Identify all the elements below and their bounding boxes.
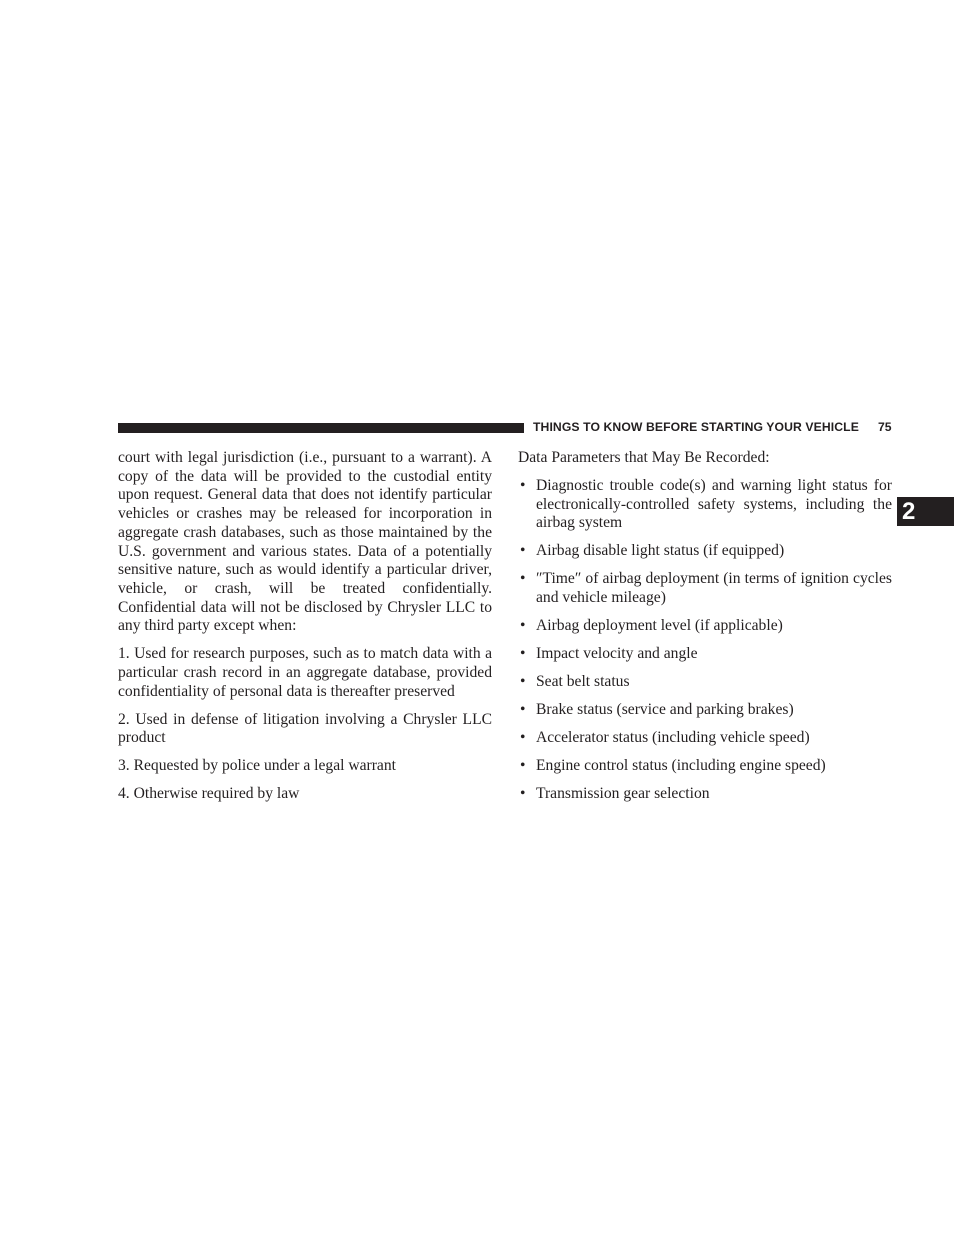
- bullet-icon: •: [520, 570, 526, 588]
- left-column: [118, 449, 492, 813]
- bullet-text: Engine control status (including engine speed): [536, 757, 826, 775]
- bullet-item: [518, 729, 892, 748]
- bullet-icon: •: [520, 542, 526, 560]
- bullet-item: [518, 645, 892, 664]
- bullet-text: Airbag disable light status (if equipped): [536, 542, 785, 560]
- bullet-icon: •: [520, 701, 526, 719]
- bullet-text: Impact velocity and angle: [536, 645, 698, 663]
- list-item-2: 2. Used in defense of litigation involving a Chrysler LLC product: [118, 710, 492, 747]
- bullet-text: Diagnostic trouble code(s) and warning light status for electronically-controlled safety systems, including the airbag system: [536, 477, 892, 532]
- data-parameters-heading: Data Parameters that May Be Recorded:: [518, 449, 770, 466]
- bullet-text: ″Time″ of airbag deployment (in terms of ignition cycles and vehicle mileage): [536, 570, 892, 607]
- bullet-icon: •: [520, 729, 526, 747]
- header-rule-bar: [118, 423, 524, 433]
- bullet-icon: •: [520, 477, 526, 494]
- right-column: [518, 449, 892, 813]
- bullet-text: Accelerator status (including vehicle speed): [536, 729, 810, 747]
- bullet-text: Airbag deployment level (if applicable): [536, 617, 783, 635]
- bullet-item: [518, 785, 892, 804]
- bullet-item: [518, 673, 892, 692]
- list-item-4: 4. Otherwise required by law: [118, 785, 300, 803]
- page-number: 75: [878, 420, 892, 434]
- bullet-item: [518, 570, 892, 607]
- bullet-icon: •: [520, 785, 526, 803]
- bullet-item: [518, 542, 892, 561]
- bullet-text: Transmission gear selection: [536, 785, 710, 803]
- list-item-1: 1. Used for research purposes, such as to match data with a particular crash record in an aggregate database, provided confidentiality of personal data is thereafter preserved: [118, 645, 492, 700]
- bullet-icon: •: [520, 617, 526, 635]
- bullet-item: [518, 477, 892, 533]
- data-parameters-list: [518, 477, 892, 804]
- body-paragraph: court with legal jurisdiction (i.e., pursuant to a warrant). A copy of the data will be provided to the custodial entity upon request. General data that does not identify particular vehicles or crashes may be released for incorporation in aggregate crash databases, such as those maintained by the U.S. government and various states. Data of a potentially sensitive nature, such as would identify a particular driver, vehicle, or crash, will be treated confidentially. Confidential data will not be disclosed by Chrysler LLC to any third party except when:: [118, 449, 492, 635]
- bullet-item: [518, 757, 892, 776]
- bullet-text: Brake status (service and parking brakes): [536, 701, 794, 719]
- bullet-icon: •: [520, 645, 526, 663]
- bullet-item: [518, 701, 892, 720]
- bullet-icon: •: [520, 757, 526, 775]
- bullet-text: Seat belt status: [536, 673, 630, 691]
- bullet-icon: •: [520, 673, 526, 691]
- running-header-title: THINGS TO KNOW BEFORE STARTING YOUR VEHICLE: [533, 420, 859, 434]
- chapter-tab: 2: [897, 497, 954, 526]
- bullet-item: [518, 617, 892, 636]
- list-item-3: 3. Requested by police under a legal warrant: [118, 757, 396, 775]
